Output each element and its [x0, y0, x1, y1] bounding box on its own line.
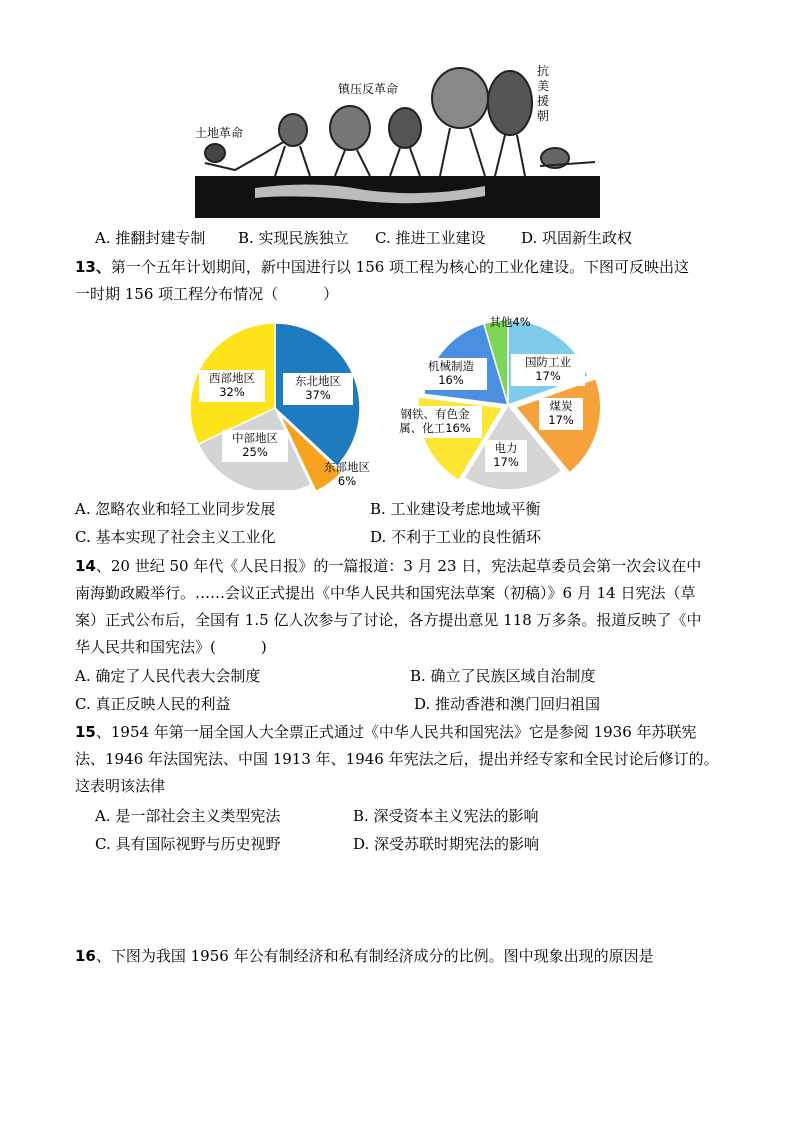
q14-stem-line-2: 南海勤政殿举行。……会议正式提出《中华人民共和国宪法草案（初稿）》6 月 14 日宪法（草 — [75, 584, 696, 602]
q13-option-b: B. 工业建设考虑地域平衡 — [370, 500, 541, 518]
label-resist-us-aid-korea-1: 抗 — [537, 64, 550, 78]
q13-stem-text-1: 第一个五年计划期间，新中国进行以 156 项工程为核心的工业化建设。下图可反映出这 — [110, 258, 690, 276]
pie-label-2-0: 电力 — [494, 441, 518, 455]
q13-option-c: C. 基本实现了社会主义工业化 — [75, 528, 276, 546]
pie-label-0-1: 17% — [535, 369, 561, 383]
q12-option-d: D. 巩固新生政权 — [521, 229, 633, 247]
pie-label-2-0: 中部地区 — [232, 431, 278, 445]
pie-label-2-1: 25% — [242, 445, 268, 459]
q12-option-a: A. 推翻封建专制 — [95, 229, 206, 247]
q14-stem-line-1 — [75, 555, 701, 577]
label-resist-us-aid-korea-4: 朝 — [537, 109, 550, 123]
pie-chart-industries — [385, 312, 610, 490]
q15-stem-line-2: 法、1946 年法国宪法、中国 1913 年、1946 年宪法之后，提出并经专家和全民讨论后修订的。 — [75, 750, 719, 768]
label-land-revolution: 土地革命 — [195, 126, 244, 140]
q14-option-c: C. 真正反映人民的利益 — [75, 695, 231, 713]
q16-stem-text: 、下图为我国 1956 年公有制经济和私有制经济成分的比例。图中现象出现的原因是 — [95, 947, 654, 965]
q14-number: 14 — [75, 557, 96, 575]
q13-stem-line-1 — [75, 256, 689, 278]
pie-label-1-0: 煤炭 — [549, 399, 573, 413]
pie-label-3-1: 32% — [219, 385, 245, 399]
q15-option-b: B. 深受资本主义宪法的影响 — [353, 807, 539, 825]
pie-label-0-1: 37% — [305, 388, 331, 402]
q13-option-a: A. 忽略农业和轻工业同步发展 — [75, 500, 276, 518]
q16-number: 16 — [75, 947, 96, 965]
label-resist-us-aid-korea-3: 援 — [537, 94, 550, 108]
q15-stem-text-1: 、1954 年第一届全国人大全票正式通过《中华人民共和国宪法》它是参阅 1936 年苏联宪 — [95, 723, 697, 741]
q16-stem-line-1 — [75, 945, 654, 967]
q15-option-c: C. 具有国际视野与历史视野 — [95, 835, 281, 853]
q14-option-b: B. 确立了民族区域自治制度 — [410, 667, 596, 685]
q15-number: 15 — [75, 723, 96, 741]
q13-number: 13、 — [75, 258, 111, 276]
pie-label-1-1: 17% — [548, 413, 574, 427]
q15-stem-line-1 — [75, 721, 697, 743]
pie-label-0-0: 国防工业 — [525, 355, 571, 369]
label-resist-us-aid-korea-2: 美 — [537, 79, 550, 93]
label-suppress-counterrevolution: 镇压反革命 — [338, 82, 399, 96]
pie-chart-regions — [180, 320, 380, 490]
q12-option-b: B. 实现民族独立 — [238, 229, 349, 247]
q14-option-d: D. 推动香港和澳门回归祖国 — [414, 695, 601, 713]
q14-option-a: A. 确定了人民代表大会制度 — [75, 667, 261, 685]
q14-stem-line-4: 华人民共和国宪法》( ) — [75, 638, 267, 656]
pie-label-4-0: 机械制造 — [428, 359, 474, 373]
pie-label-4-1: 16% — [438, 373, 464, 387]
q13-option-d: D. 不利于工业的良性循环 — [370, 528, 542, 546]
pie-label-3-1: 属、化工16% — [399, 421, 471, 435]
q15-option-a: A. 是一部社会主义类型宪法 — [95, 807, 281, 825]
pie-label-0-0: 东北地区 — [295, 374, 341, 388]
pie-label-3-0: 西部地区 — [209, 371, 255, 385]
q14-stem-line-3: 案）正式公布后，全国有 1.5 亿人次参与了讨论，各方提出意见 118 万多条。报道反映了《中 — [75, 611, 702, 629]
cartoon-image — [195, 58, 600, 218]
pie-label-1-0: 东部地区 — [324, 460, 370, 474]
q15-stem-line-3: 这表明该法律 — [75, 777, 166, 795]
q12-option-c: C. 推进工业建设 — [375, 229, 486, 247]
q15-option-d: D. 深受苏联时期宪法的影响 — [353, 835, 540, 853]
q13-stem-line-2: 一时期 156 项工程分布情况（ ） — [75, 285, 339, 303]
pie-label-5-0: 其他4% — [489, 315, 531, 329]
pie-label-2-1: 17% — [493, 455, 519, 469]
pie-label-1-1: 6% — [337, 474, 357, 488]
pie-label-3-0: 钢铁、有色金 — [400, 407, 470, 421]
q14-stem-text-1: 、20 世纪 50 年代《人民日报》的一篇报道：3 月 23 日，宪法起草委员会第一次会议在中 — [95, 557, 702, 575]
